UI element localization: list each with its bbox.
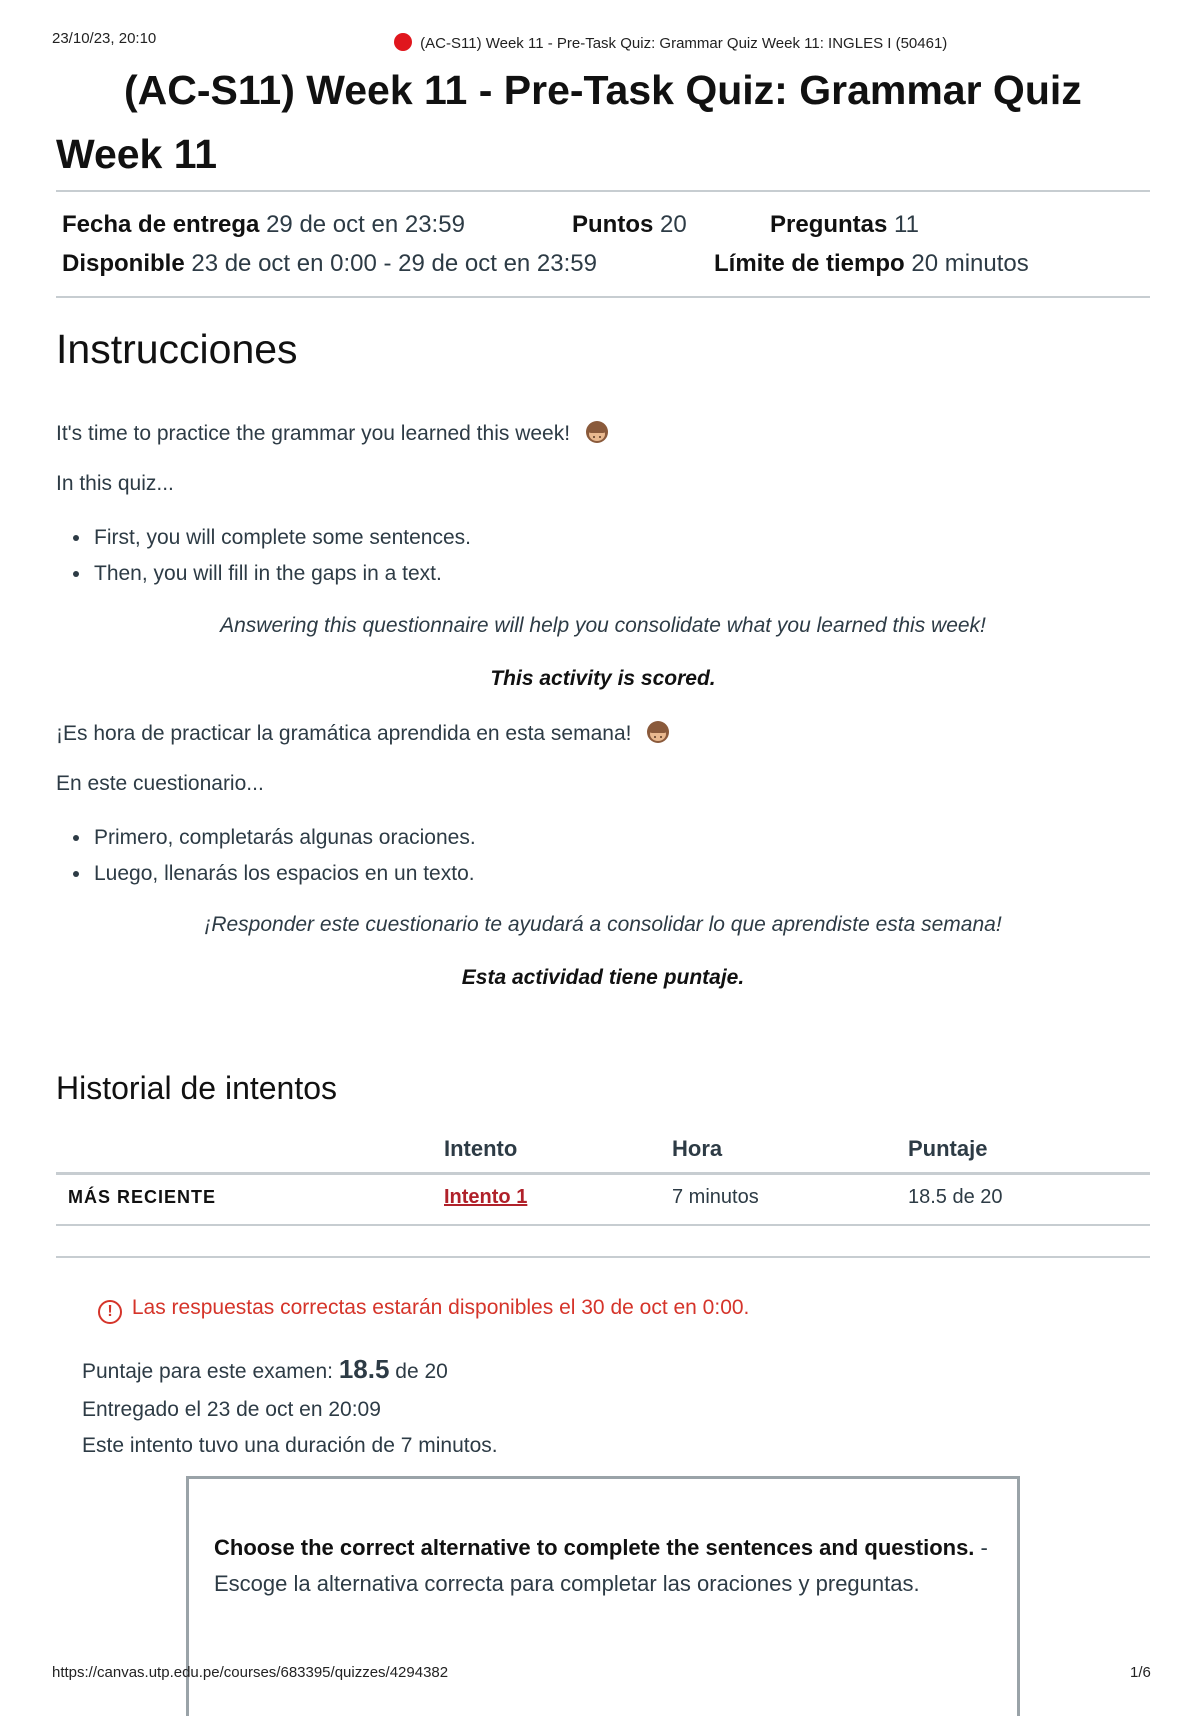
es-note: ¡Responder este cuestionario te ayudará a consolidar lo que aprendiste esta semana!: [204, 913, 1002, 936]
points-value: 20: [660, 211, 687, 238]
due-date: [62, 211, 465, 239]
page-title: (AC-S11) Week 11 - Pre-Task Quiz: Grammar Quiz Week 11: [56, 67, 1082, 177]
en-quiz-intro: In this quiz...: [56, 472, 174, 495]
answers-availability-warning: [98, 1296, 749, 1324]
due-value: 29 de oct en 23:59: [266, 211, 465, 238]
exam-score: [82, 1354, 448, 1385]
divider: [56, 190, 1150, 192]
question-instructions-bold: Choose the correct alternative to complete the sentences and questions.: [214, 1535, 975, 1560]
instructions-heading: Instrucciones: [56, 326, 298, 372]
questions-value: 11: [894, 211, 919, 238]
score-label: Puntaje para este examen:: [82, 1360, 333, 1383]
time-limit: [714, 250, 1029, 278]
list-item: • Luego, llenarás los espacios en un texto.: [92, 856, 476, 892]
attempt-time: 7 minutos: [672, 1186, 759, 1208]
en-intro: [56, 419, 610, 446]
footer-url: https://canvas.utp.edu.pe/courses/683395/quizzes/4294382: [52, 1664, 449, 1681]
es-scored-note: Esta actividad tiene puntaje.: [461, 966, 745, 989]
availability: [62, 250, 597, 278]
warning-icon: !: [98, 1300, 122, 1324]
print-datetime: 23/10/23, 20:10: [52, 30, 157, 47]
col-header-hora: Hora: [672, 1136, 723, 1161]
time-limit-value: 20 minutos: [911, 250, 1029, 277]
col-header-puntaje: Puntaje: [908, 1136, 988, 1161]
print-doc-title: [394, 33, 947, 52]
attempt-1-link[interactable]: Intento 1: [444, 1186, 528, 1208]
en-note: Answering this questionnaire will help you consolidate what you learned this week!: [220, 614, 986, 637]
list-item: • First, you will complete some sentences.: [92, 520, 471, 556]
question-instructions-rest: - Escoge la alternativa correcta para completar las oraciones y preguntas.: [214, 1535, 988, 1596]
table-header-rule: [56, 1172, 1150, 1175]
see-no-evil-monkey-icon: [645, 719, 671, 745]
score-value: 18.5: [338, 1354, 390, 1384]
divider: [56, 1256, 1150, 1258]
page-number: 1/6: [1130, 1664, 1151, 1681]
es-quiz-intro: En este cuestionario...: [56, 772, 264, 795]
available-label: Disponible: [62, 250, 185, 277]
es-intro: [56, 719, 671, 746]
list-item: • Then, you will fill in the gaps in a text.: [92, 556, 471, 592]
table-row: [56, 1180, 1150, 1224]
es-intro-text: ¡Es hora de practicar la gramática aprendida en esta semana!: [56, 722, 632, 745]
points-label: Puntos: [572, 211, 654, 238]
en-bullet-list: [56, 520, 471, 592]
available-value: 23 de oct en 0:00 - 29 de oct en 23:59: [191, 250, 597, 277]
warning-text: Las respuestas correctas estarán disponibles el 30 de oct en 0:00.: [131, 1296, 750, 1319]
table-row-rule: [56, 1224, 1150, 1226]
question-instructions: [214, 1530, 1004, 1602]
record-dot-icon: [394, 33, 412, 51]
due-label: Fecha de entrega: [62, 211, 260, 238]
row-label: MÁS RECIENTE: [68, 1187, 217, 1207]
col-header-intento: Intento: [444, 1136, 518, 1161]
history-heading: Historial de intentos: [56, 1070, 338, 1106]
es-bullet-list: [56, 820, 476, 892]
points: [572, 211, 687, 239]
en-intro-text: It's time to practice the grammar you learned this week!: [56, 422, 571, 445]
time-limit-label: Límite de tiempo: [714, 250, 905, 277]
list-item: • Primero, completarás algunas oraciones.: [92, 820, 476, 856]
score-of: de 20: [395, 1360, 448, 1383]
questions-label: Preguntas: [770, 211, 888, 238]
attempt-duration: Este intento tuvo una duración de 7 minutos.: [82, 1434, 498, 1457]
questions-count: [770, 211, 919, 239]
en-scored-note: This activity is scored.: [490, 667, 716, 690]
submitted-at: Entregado el 23 de oct en 20:09: [82, 1398, 381, 1421]
attempt-score: 18.5 de 20: [908, 1186, 1003, 1208]
see-no-evil-monkey-icon: [584, 419, 610, 445]
print-doc-title-text: (AC-S11) Week 11 - Pre-Task Quiz: Grammar Quiz Week 11: INGLES I (50461): [420, 35, 948, 52]
divider: [56, 296, 1150, 298]
